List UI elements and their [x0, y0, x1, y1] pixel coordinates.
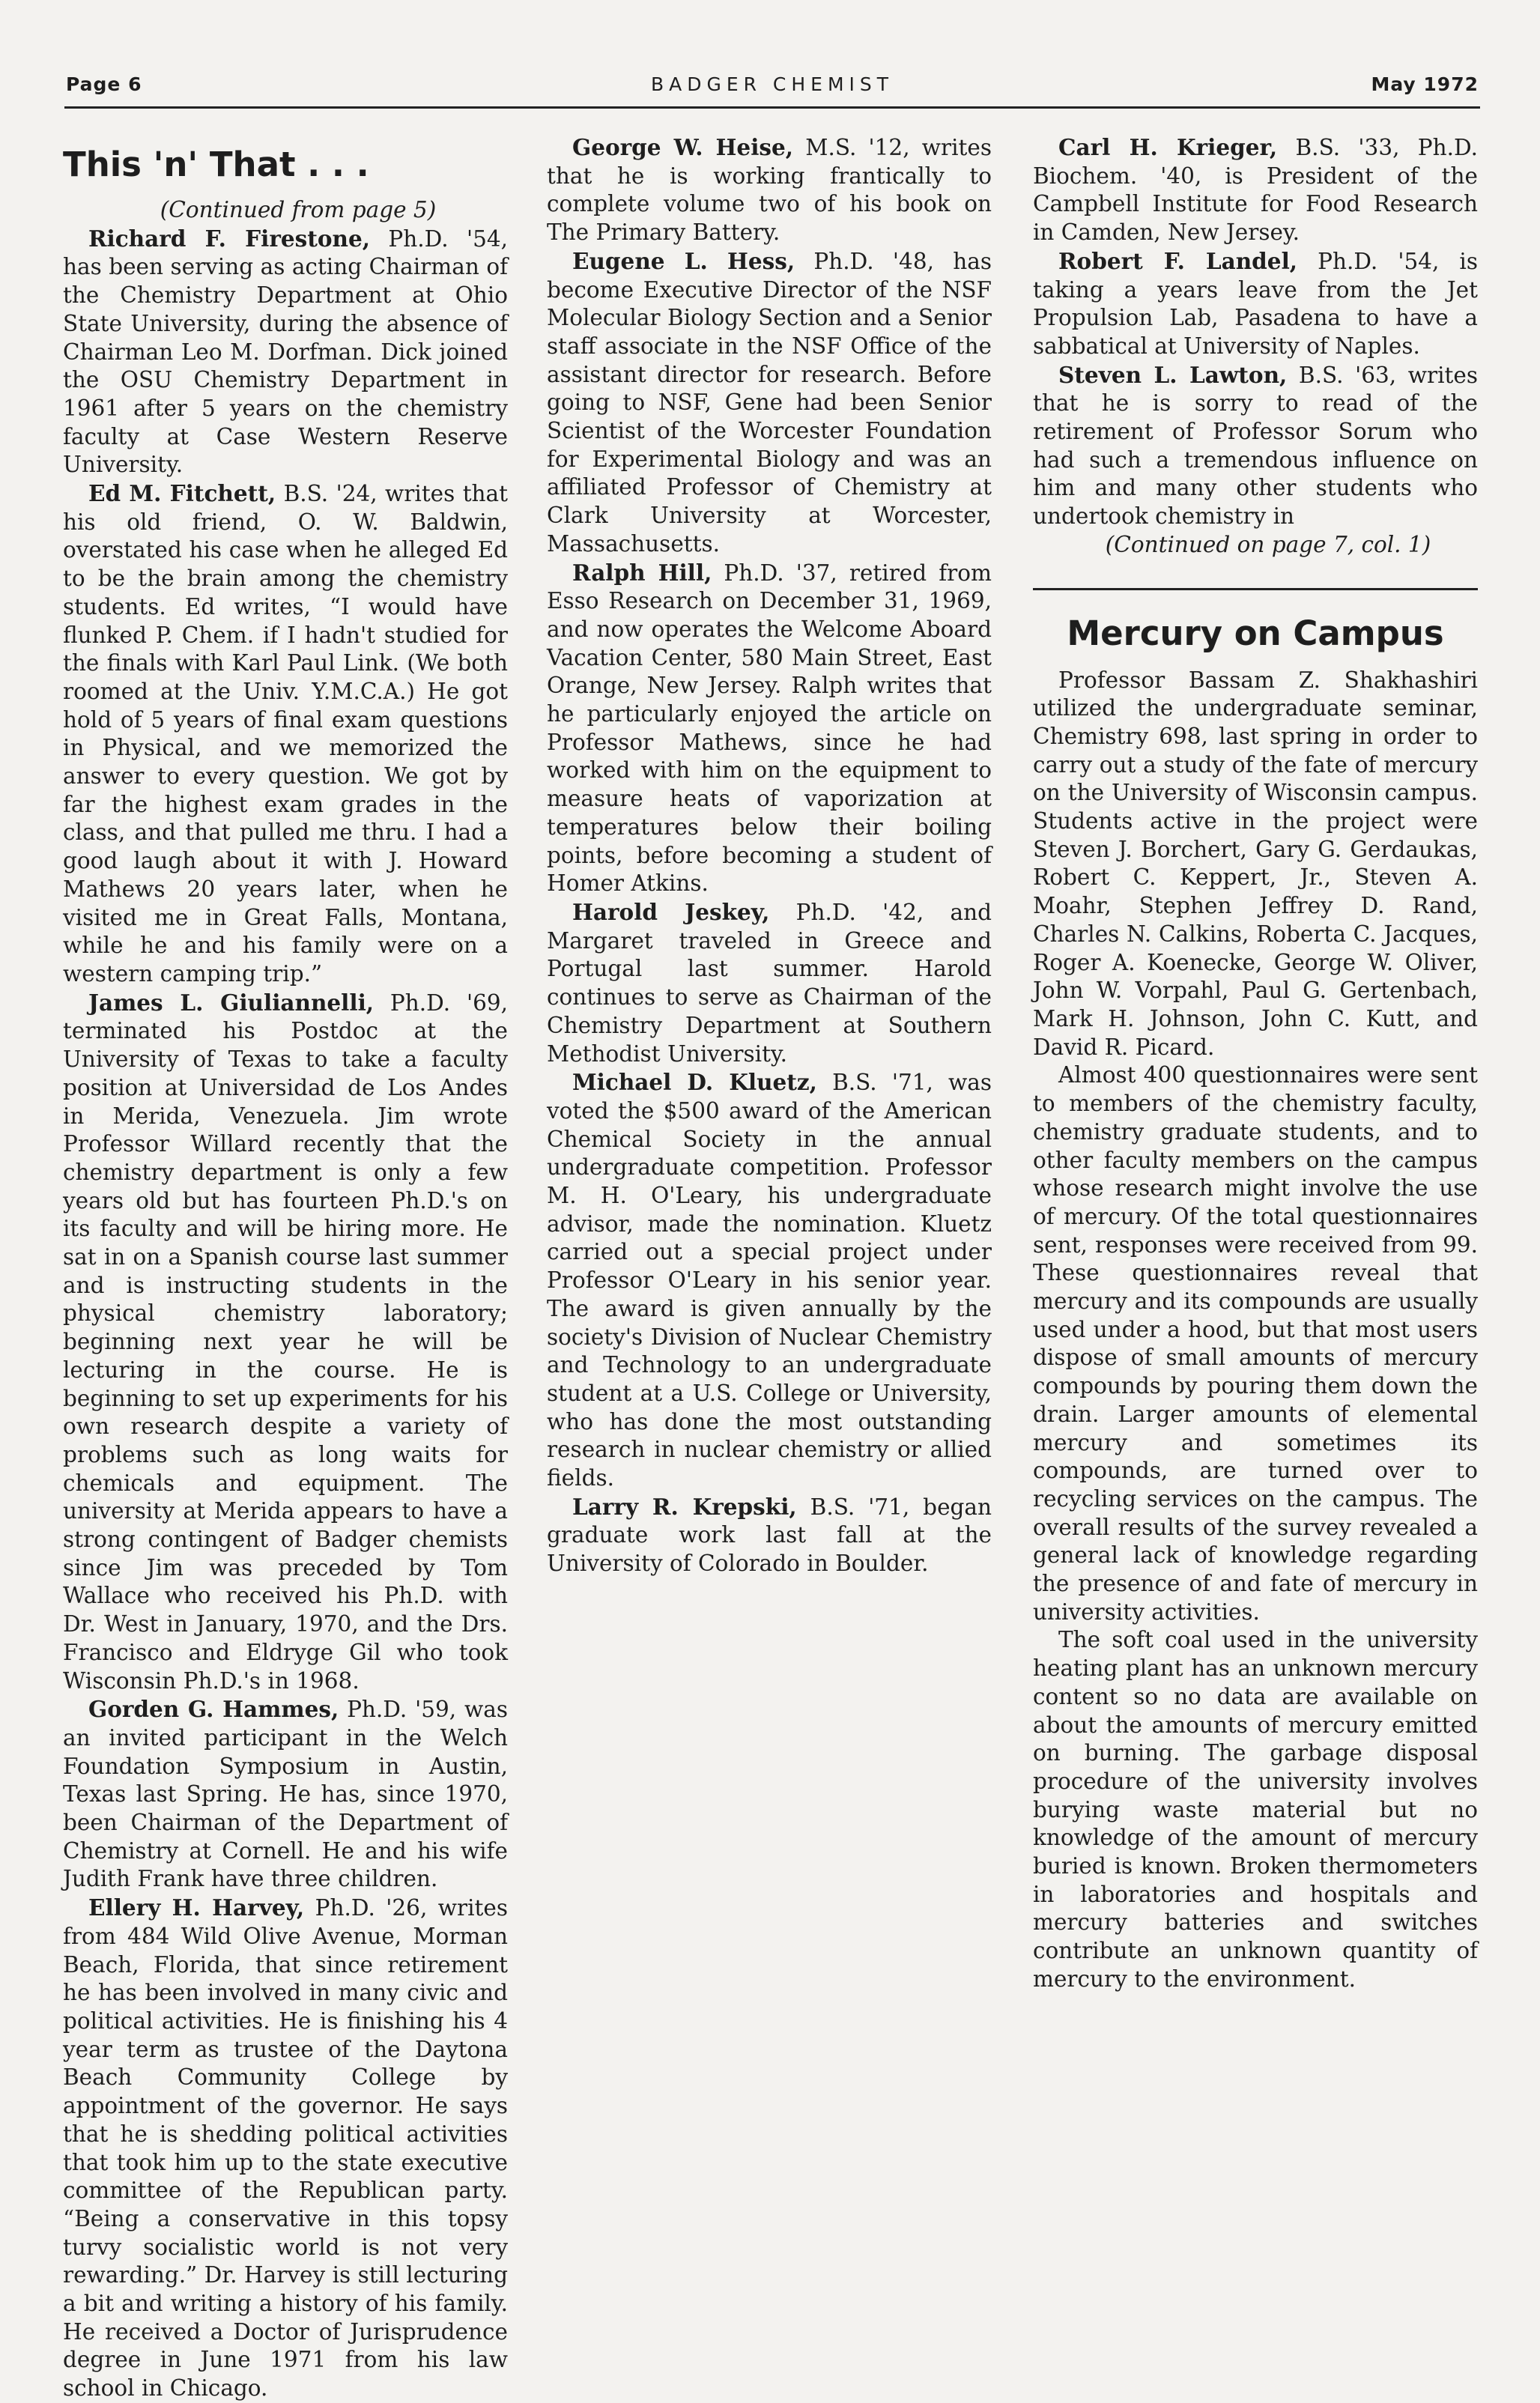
entry-hill: Ralph Hill, Ph.D. '37, retired from Esso Research on December 31, 1969, and now operates the Welcome Aboard Vacation Center, 580 Main Street, East Orange, New Jersey. Ralph writes that he particularly enjoyed the article on Professor Mathews, since he had worked with him on the equipment to measure heats of vaporization at temperatures below their boiling points, before becoming a student of Homer Atkins. — [547, 559, 992, 897]
column-3 — [1033, 133, 1478, 1994]
entry-hammes: Gorden G. Hammes, Ph.D. '59, was an invited participant in the Welch Foundation Symposium in Austin, Texas last Spring. He has, since 1970, been Chairman of the Department of Chemistry at Cornell. He and his wife Judith Frank have three children. — [63, 1696, 508, 1892]
article-title-mercury: Mercury on Campus — [1067, 613, 1444, 653]
mercury-paragraph: Professor Bassam Z. Shakhashiri utilized the undergraduate seminar, Chemistry 698, last spring in order to carry out a study of the fate of mercury on the University of Wisconsin campus. Students active in the project were Steven J. Borchert, Gary G. Gerdaukas, Robert C. Keppert, Jr., Steven A. Moahr, Stephen Jeffrey D. Rand, Charles N. Calkins, Roberta C. Jacques, Roger A. Koenecke, George W. Oliver, John W. Vorpahl, Paul G. Gertenbach, Mark H. Johnson, John C. Kutt, and David R. Picard. — [1033, 667, 1478, 1060]
entry-krepski: Larry R. Krepski, B.S. '71, began graduate work last fall at the University of Colorado in Boulder. — [547, 1493, 992, 1577]
article-title-this-n-that: This 'n' That . . . — [63, 145, 369, 184]
mercury-paragraph: Almost 400 questionnaires were sent to members of the chemistry faculty, chemistry graduate students, and to other faculty members on the campus whose research might involve the use of mercury. Of the total questionnaires sent, responses were received from 99. These questionnaires reveal that mercury and its compounds are usually used under a hood, but that most users dispose of small amounts of mercury compounds by pouring them down the drain. Larger amounts of elemental mercury and sometimes its compounds, are turned over to recycling services on the campus. The overall results of the survey revealed a general lack of knowledge regarding the presence of and fate of mercury in university activities. — [1033, 1062, 1478, 1625]
entry-fitchett: Ed M. Fitchett, B.S. '24, writes that his old friend, O. W. Baldwin, overstated his case when he alleged Ed to be the brain among the chemistry students. Ed writes, “I would have flunked P. Chem. if I hadn't studied for the finals with Karl Paul Link. (We both roomed at the Univ. Y.M.C.A.) He got hold of 5 years of final exam questions in Physical, and we memorized the answer to every question. We got by far the highest exam grades in the class, and that pulled me thru. I had a good laugh about it with J. Howard Mathews 20 years later, when he visited me in Great Falls, Montana, while he and his family were on a western camping trip.” — [63, 480, 508, 987]
entry-landel: Robert F. Landel, Ph.D. '54, is taking a years leave from the Jet Propulsion Lab, Pasadena to have a sabbatical at University of Naples. — [1033, 247, 1478, 359]
entry-giuliannelli: James L. Giuliannelli, Ph.D. '69, terminated his Postdoc at the University of Texas to take a faculty position at Universidad de Los Andes in Merida, Venezuela. Jim wrote Professor Willard recently that the chemistry department is only a few years old but has fourteen Ph.D.'s on its faculty and will be hiring more. He sat in on a Spanish course last summer and is instructing students in the physical chemistry laboratory; beginning next year he will be lecturing in the course. He is beginning to set up experiments for his own research despite a variety of problems such as long waits for chemicals and equipment. The university at Merida appears to have a strong contingent of Badger chemists since Jim was preceded by Tom Wallace who received his Ph.D. with Dr. West in January, 1970, and the Drs. Francisco and Eldryge Gil who took Wisconsin Ph.D.'s in 1968. — [63, 989, 508, 1694]
continued-on-note: (Continued on page 7, col. 1) — [1105, 531, 1431, 557]
issue-date: May 1972 — [1371, 73, 1479, 95]
publication-title: BADGER CHEMIST — [650, 73, 894, 95]
entry-kluetz: Michael D. Kluetz, B.S. '71, was voted the $500 award of the American Chemical Society in the annual undergraduate competition. Professor M. H. O'Leary, his undergraduate advisor, made the nomination. Kluetz carried out a special project under Professor O'Leary in his senior year. The award is given annually by the society's Division of Nuclear Chemistry and Technology to an undergraduate student at a U.S. College or University, who has done the most outstanding research in nuclear chemistry or allied fields. — [547, 1069, 992, 1491]
column-2 — [547, 133, 992, 1578]
page-header — [64, 73, 1480, 109]
entry-harvey: Ellery H. Harvey, Ph.D. '26, writes from 484 Wild Olive Avenue, Morman Beach, Florida, that since retirement he has been involved in many civic and political activities. He is finishing his 4 year term as trustee of the Daytona Beach Community College by appointment of the governor. He says that he is shedding political activities that took him up to the state executive committee of the Republican party. “Being a conservative in this topsy turvy socialistic world is not very rewarding.” Dr. Harvey is still lecturing a bit and writing a history of his family. He received a Doctor of Jurisprudence degree in June 1971 from his law school in Chicago. — [63, 1894, 508, 2402]
entry-firestone: Richard F. Firestone, Ph.D. '54, has been serving as acting Chairman of the Chemistry Department at Ohio State University, during the absence of Chairman Leo M. Dorfman. Dick joined the OSU Chemistry Department in 1961 after 5 years on the chemistry faculty at Case Western Reserve University. — [63, 225, 508, 478]
page-number: Page 6 — [66, 73, 142, 95]
entry-jeskey: Harold Jeskey, Ph.D. '42, and Margaret traveled in Greece and Portugal last summer. Harold continues to serve as Chairman of the Chemistry Department at Southern Methodist University. — [547, 898, 992, 1067]
column-1 — [63, 135, 508, 2403]
entry-lawton: Steven L. Lawton, B.S. '63, writes that he is sorry to read of the retirement of Professor Sorum who had such a tremendous influence on him and many other students who undertook chemistry in — [1033, 361, 1478, 530]
entry-hess: Eugene L. Hess, Ph.D. '48, has become Executive Director of the NSF Molecular Biology Section and a Senior staff associate in the NSF Office of the assistant director for research. Before going to NSF, Gene had been Senior Scientist of the Worcester Foundation for Experimental Biology and was an affiliated Professor of Chemistry at Clark University at Worcester, Massachusetts. — [547, 247, 992, 557]
entry-heise: George W. Heise, M.S. '12, writes that he is working frantically to complete volume two of his book on The Primary Battery. — [547, 134, 992, 246]
section-divider — [1033, 588, 1478, 590]
mercury-paragraph: The soft coal used in the university heating plant has an unknown mercury content so no data are available on about the amounts of mercury emitted on burning. The garbage disposal procedure of the university involves burying waste material but no knowledge of the amount of mercury buried is known. Broken thermometers in laboratories and hospitals and mercury batteries and switches contribute an unknown quantity of mercury to the environment. — [1033, 1627, 1478, 1992]
continued-from-note: (Continued from page 5) — [160, 197, 437, 222]
entry-krieger: Carl H. Krieger, B.S. '33, Ph.D. Biochem. '40, is President of the Campbell Institute for Food Research in Camden, New Jersey. — [1033, 134, 1478, 246]
